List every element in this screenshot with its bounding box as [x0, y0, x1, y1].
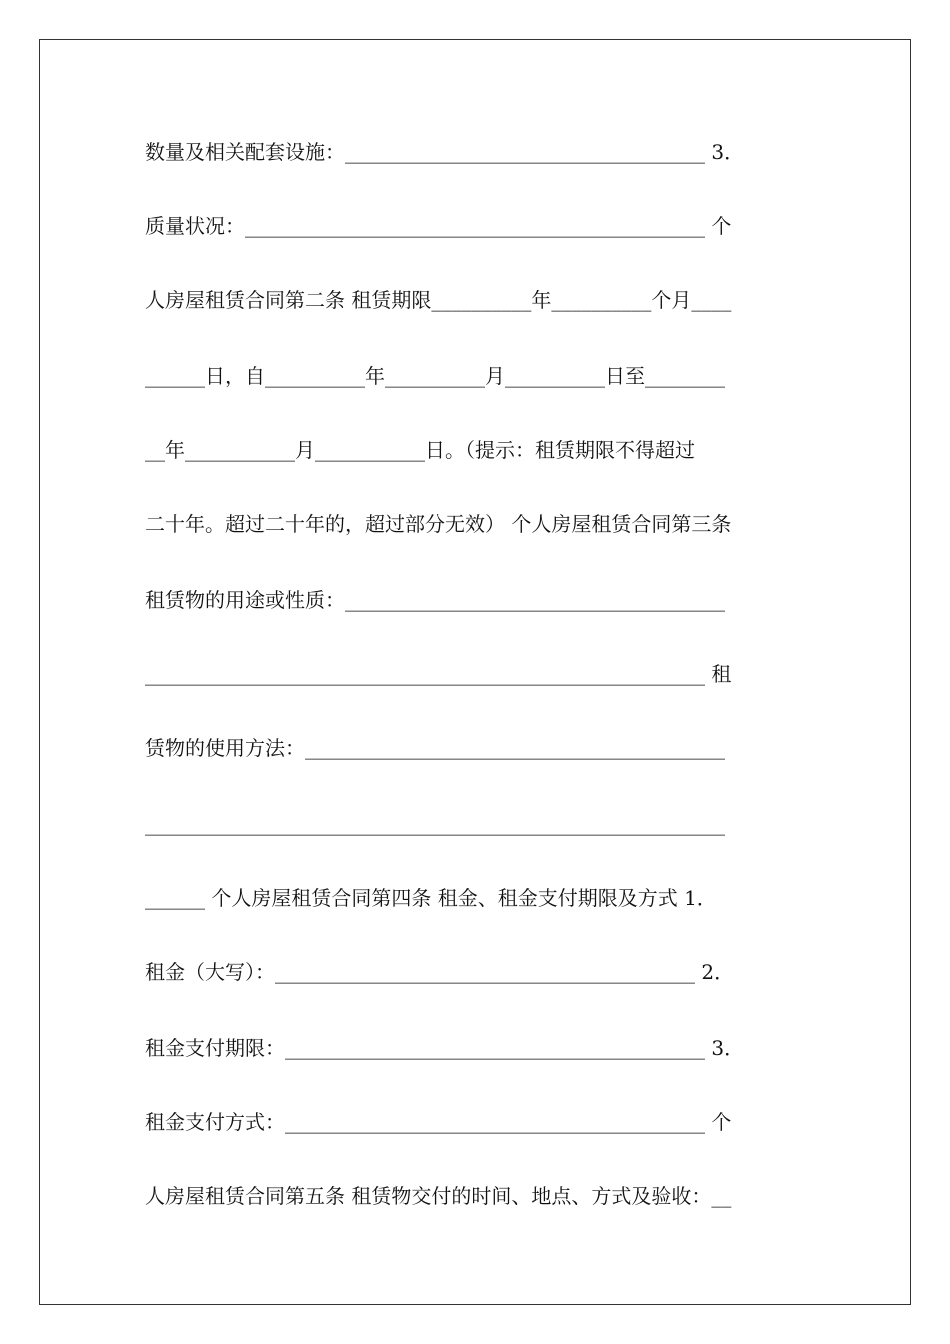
- text-line-term-dates: ______日，自__________年__________月__________日至________: [145, 364, 725, 388]
- text-line-term-end-note: __年___________月___________日。（提示：租赁期限不得超过: [145, 438, 695, 462]
- text-line-article-four-heading: ______ 个人房屋租赁合同第四条 租金、租金支付期限及方式 1．: [145, 886, 717, 910]
- text-line-quality-status: 质量状况：______________________________________________ 个: [145, 214, 732, 238]
- text-line-facilities-quantity: 数量及相关配套设施：____________________________________ 3．: [145, 140, 745, 164]
- text-line-usage-blank: ________________________________________________________ 租: [145, 662, 732, 686]
- text-line-article-five-heading: 人房屋租赁合同第五条 租赁物交付的时间、地点、方式及验收：__: [145, 1184, 732, 1208]
- text-line-article-three-heading: 二十年。超过二十年的，超过部分无效） 个人房屋租赁合同第三条: [145, 512, 732, 536]
- text-line-article-two-term: 人房屋租赁合同第二条 租赁期限__________年__________个月____: [145, 288, 732, 312]
- text-line-blank: __________________________________________________________: [145, 812, 725, 836]
- text-line-rent-amount: 租金（大写）：__________________________________________ 2．: [145, 960, 735, 984]
- text-line-usage-nature: 租赁物的用途或性质：______________________________________: [145, 588, 725, 612]
- text-line-usage-method: 赁物的使用方法：__________________________________________: [145, 736, 725, 760]
- text-line-rent-payment-method: 租金支付方式：__________________________________________ 个: [145, 1110, 732, 1134]
- text-line-rent-payment-term: 租金支付期限：__________________________________________ 3．: [145, 1036, 745, 1060]
